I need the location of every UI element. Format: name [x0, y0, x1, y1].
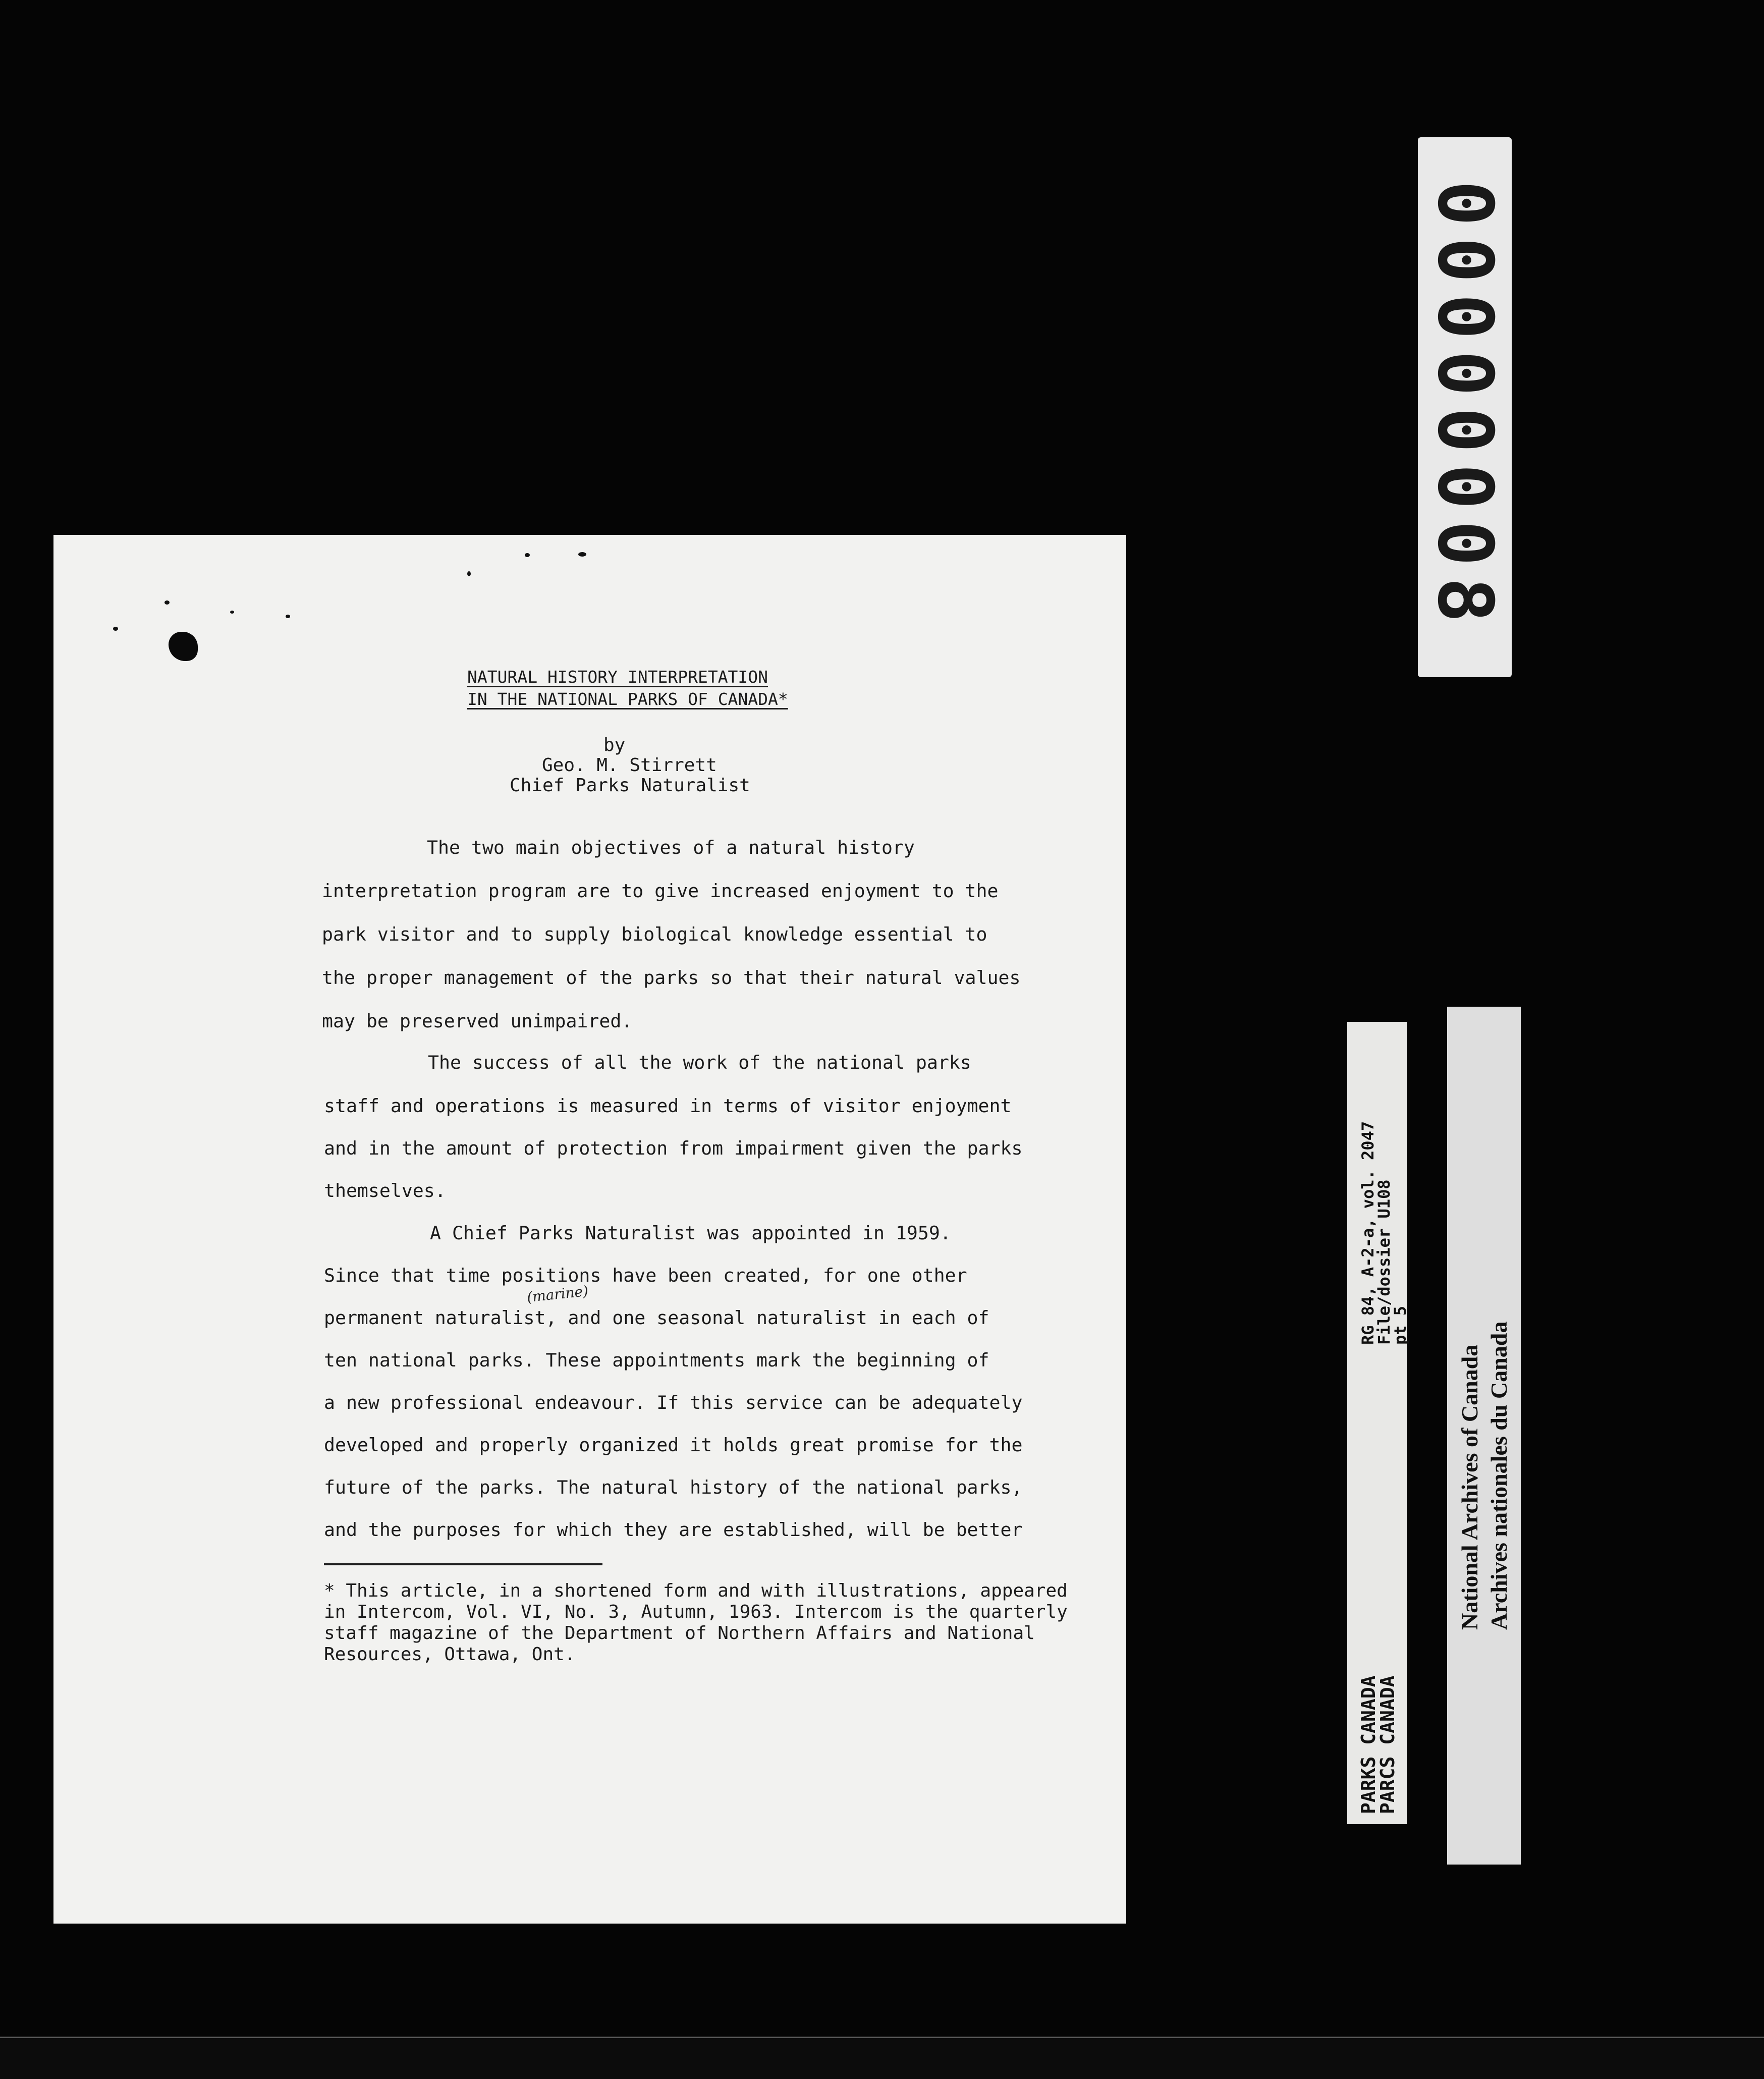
body-line: A Chief Parks Naturalist was appointed in 1959. [430, 1222, 951, 1244]
ink-speck [113, 627, 118, 631]
footnote-line: in Intercom, Vol. VI, No. 3, Autumn, 1963. Intercom is the quarterly [324, 1602, 1068, 1622]
body-line: staff and operations is measured in terms of visitor enjoyment [324, 1095, 1012, 1117]
ink-speck [230, 611, 234, 614]
body-line: park visitor and to supply biological knowledge essential to [322, 923, 987, 945]
footnote-line: staff magazine of the Department of Northern Affairs and National [324, 1623, 1035, 1644]
body-line: The success of all the work of the national parks [428, 1052, 971, 1073]
ink-speck [467, 571, 471, 576]
body-line: themselves. [324, 1180, 446, 1201]
document-page [53, 535, 1126, 1924]
parks-canada-fr: PARCS CANADA [1376, 1675, 1399, 1814]
archive-reference-line-2: File/dossier U108 [1374, 1179, 1394, 1345]
body-line: future of the parks. The natural history of the national parks, [324, 1476, 1023, 1498]
national-archives-en: National Archives of Canada [1457, 1344, 1482, 1630]
ink-speck [525, 553, 530, 557]
handwritten-note: (marine) [526, 1282, 589, 1306]
body-line: developed and properly organized it holds great promise for the [324, 1434, 1023, 1456]
body-line: ten national parks. These appointments mark the beginning of [324, 1349, 989, 1371]
body-line: permanent naturalist, and one seasonal naturalist in each of [324, 1307, 989, 1329]
frame-counter [1418, 137, 1512, 677]
body-line: a new professional endeavour. If this service can be adequately [324, 1392, 1023, 1413]
body-line: interpretation program are to give increased enjoyment to the [322, 880, 999, 902]
byline-by: by [603, 735, 626, 755]
author-title: Chief Parks Naturalist [510, 775, 750, 796]
ink-blot [169, 632, 198, 661]
ink-speck [578, 552, 586, 557]
body-line: and in the amount of protection from impairment given the parks [324, 1137, 1023, 1159]
scanner-strip [0, 2038, 1764, 2079]
parks-canada-label [1347, 1022, 1410, 1824]
footnote-line: Resources, Ottawa, Ont. [324, 1644, 576, 1665]
document-title-line-2: IN THE NATIONAL PARKS OF CANADA* [467, 689, 788, 709]
footnote-line: * This article, in a shortened form and with illustrations, appeared [324, 1580, 1068, 1601]
ink-speck [164, 600, 170, 605]
body-line: may be preserved unimpaired. [322, 1010, 633, 1032]
parks-canada-en: PARKS CANADA [1357, 1675, 1380, 1814]
archive-reference-line-1: RG 84, A-2-a, vol. 2047 [1358, 1121, 1377, 1345]
body-line: The two main objectives of a natural history [427, 837, 915, 858]
body-line: the proper management of the parks so that their natural values [322, 967, 1021, 989]
body-line: and the purposes for which they are established, will be better [324, 1519, 1023, 1541]
archive-reference-line-3: pt 5 [1391, 1305, 1410, 1345]
author-name: Geo. M. Stirrett [542, 755, 717, 776]
footnote-rule [324, 1563, 602, 1565]
document-title-line-1: NATURAL HISTORY INTERPRETATION [467, 667, 768, 687]
body-line: Since that time positions have been created, for one other [324, 1265, 967, 1286]
national-archives-label [1447, 1007, 1521, 1865]
national-archives-fr: Archives nationales du Canada [1486, 1321, 1512, 1630]
ink-speck [286, 615, 290, 618]
frame-counter-digits: 00000008 [1421, 180, 1509, 634]
